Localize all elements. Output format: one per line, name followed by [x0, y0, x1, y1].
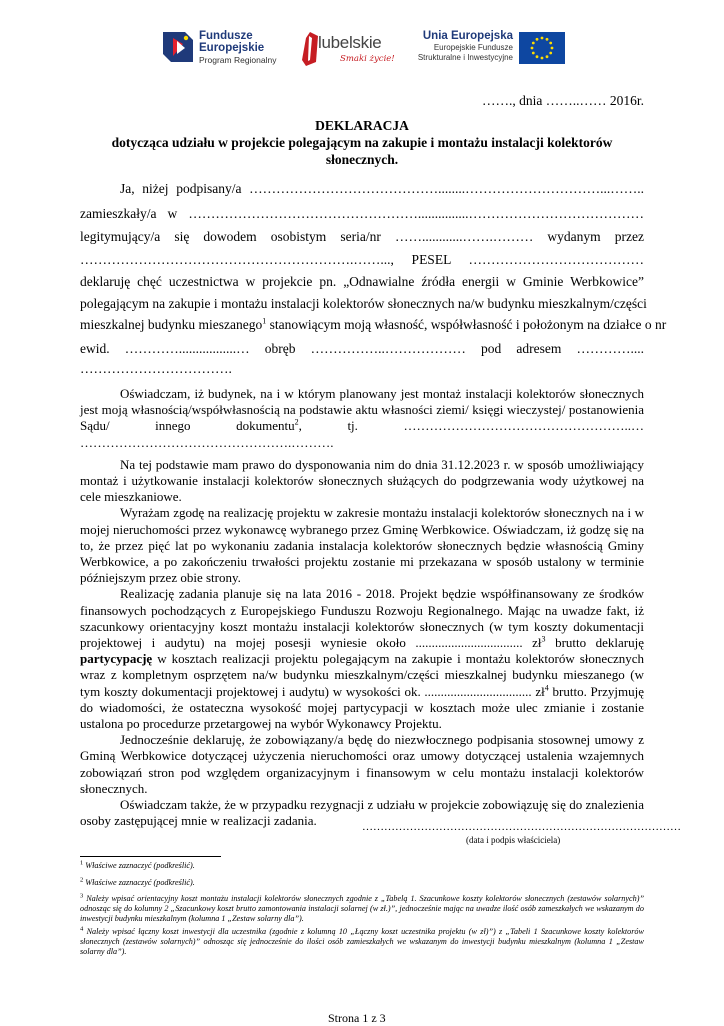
signature-dots: ……………………………………………………………………………: [362, 821, 681, 833]
fe-star-icon: [163, 32, 195, 62]
footnote-ref-2: 2: [294, 418, 299, 428]
eu-title: Unia Europejska: [422, 30, 513, 42]
para-agreement: Jednocześnie deklaruję, że zobowiązany/a będę do niezwłocznego podpisania stosownej umowy z Gminą Werbkowice dotyczącej użyczenia nieruchomości oraz umowy dotyczącej ustalenia wzajemnych zobowiązań stron pod względem organizacyjnym i finansowym w celu montażu instalacji kolektorów słonecznych.: [80, 732, 644, 796]
footnote-1-text: Właściwe zaznaczyć (podkreślić).: [85, 861, 195, 870]
footnote-3-text: Należy wpisać orientacyjny koszt montażu instalacji kolektorów słonecznych zgodnie z „Tabelą 1. Szacunkowe koszty kolektorów słonecznych (zestawów solarnych)” odnosząc się do kolumny 2 „Szacunkowy koszt brutto zamontowania instalacji solarnej (w zł.)”, jednocześnie mając na uwadze ilość osób zameszkałych we wskazanym do inwestycji budynku mieszkalnym (kolumna 1 „Zestaw solarny dla”).: [80, 894, 645, 924]
form-line-name: Ja, niżej podpisany/a ……………………………………........…………………………...……..: [120, 181, 644, 196]
para-resignation: Oświadczam także, że w przypadku rezygnacji z udziału w projekcie zobowiązuję się do znalezienia osoby zastępującej mnie w realizacji zadania.: [80, 797, 644, 829]
footnote-1: [80, 861, 644, 871]
para-funding-d: brutto. Przyjmuję do wiadomości, że ostateczna wysokość mojej partycypacji w kosztach może ulec zmianie i zostanie ustalona po procedurze przetargowej na wybór Wykonawcy Projektu.: [80, 683, 644, 732]
page-number: Strona 1 z 3: [328, 1011, 386, 1025]
para-funding-bold: partycypację: [80, 651, 153, 667]
form-line-address: zamieszkały/a w ……………………………………………...............…………………………………: [80, 206, 644, 221]
footnote-3-num: 3: [80, 892, 84, 900]
title-line1: DEKLARACJA: [315, 118, 409, 133]
footnote-divider: [80, 856, 221, 857]
footnote-4-text: Należy wpisać łączny koszt inwestycji dla uczestnika (zgodnie z kolumną 10 „Łączny koszt uczestnika projektu (w zł)”) z „Tabeli 1 Szacunkowe koszty kolektorów słonecznych (zestawów solarnych)” odnosząc się jednocześnie do ilości osób zamieszkałych we wskazanym do inwestycji budynku mieszkalnym (kolumna 1 „Zestaw solarny dla”).: [80, 927, 644, 957]
form-line-id: legitymujący/a się dowodem osobistym seria/nr ……............…….……… wydanym przez: [80, 229, 644, 244]
signature-label: (data i podpis właściciela): [466, 835, 561, 845]
para-funding-b: brutto deklaruję: [545, 635, 645, 651]
fe-line1: Fundusze: [199, 30, 253, 42]
lubelskie-slogan: Smaki życie!: [340, 54, 395, 64]
form-line-building: [80, 316, 667, 333]
form-line-building-b: stanowiącym moją własność, współwłasność i położonym na działce o nr: [269, 317, 667, 332]
para-funding-c: w kosztach realizacji projektu polegającym na zakupie i montażu kolektorów słonecznych wraz z kompletnym osprzętem na/w budynku mieszkalnym/części mieszkalnej budynku mieszanego (w tym koszty dokumentacji projektowej i audytu) w wysokości ok. ................................. zł: [80, 651, 644, 699]
footnote-2-text: Właściwe zaznaczyć (podkreślić).: [85, 878, 195, 887]
form-line-building-a: mieszkalnej budynku mieszanego: [80, 317, 263, 332]
footnote-ref-1: 1: [262, 316, 267, 326]
form-line-pesel: …………………………………………………….……..., PESEL …………………………………: [80, 252, 644, 267]
body-paragraphs: [80, 386, 644, 829]
form-line-project: polegającym na zakupie i montażu instalacji kolektorów słonecznych na/w budynku mieszkalnym/części: [80, 296, 647, 311]
footnote-2-num: 2: [80, 876, 84, 884]
para-funding-a: Realizację zadania planuje się na lata 2016 - 2018. Projekt będzie współfinansowany ze środków finansowych pochodzących z Europejskiego Funduszu Rozwoju Regionalnego. Mając na uwadze fakt, iż szacunkowy orientacyjny koszt montażu instalacji kolektorów słonecznych (w tym koszty dokumentacji projektowej i audytu) na mojej posesji wyniesie około ................................. zł: [80, 586, 644, 651]
date-line: ……., dnia ……..…… 2016r.: [482, 93, 644, 108]
form-line-parcel: ewid. ………….................… obręb ……………..……………… pod adresem …………....: [80, 341, 644, 356]
footnote-3: [80, 894, 644, 925]
footnote-1-num: 1: [80, 859, 84, 867]
document-title: [80, 117, 644, 168]
eu-flag-icon: [519, 32, 565, 64]
eu-line1: Europejskie Fundusze: [433, 43, 513, 52]
para-funding: [80, 586, 644, 732]
form-line-declare: deklaruję chęć uczestnictwa w projekcie pn. „Odnawialne źródła energii w Gminie Werbkowice”: [80, 274, 644, 289]
para-consent: Wyrażam zgodę na realizację projektu w zakresie montażu instalacji kolektorów słonecznych na i w mojej nieruchomości przez wykonawcę wybranego przez Gminę Werbkowice. Oświadczam, iż godzę się na to, że przez pięć lat po wykonaniu zadania instalacja kolektorów słonecznych będzie własnością Gminy Werbkowice, a po zakończeniu trwałości projektu zostanie mi przekazana w sposób ustalony w terminie późniejszym przez obie strony.: [80, 505, 644, 586]
fundusze-europejskie-logo: [163, 28, 277, 68]
fe-sub: Program Regionalny: [199, 55, 277, 65]
eu-line2: Strukturalne i Inwestycyjne: [417, 52, 513, 62]
lubelskie-mark-icon: [300, 32, 320, 66]
fe-line2: Europejskie: [199, 42, 265, 54]
lubelskie-text: lubelskie: [318, 33, 382, 52]
footnote-ref-3: 3: [541, 634, 546, 644]
lubelskie-logo: [300, 30, 395, 70]
form-line-address-cont: …………………………….: [80, 361, 232, 376]
para-ownership-a: Oświadczam, iż budynek, na i w którym planowany jest montaż instalacji kolektorów słonecznych jest moją własnością/współwłasnością na podstawie aktu własności ziemi/ księgi wieczystej/ postanowienia Sądu/ innego dokumentu: [80, 386, 644, 434]
footnote-4: [80, 927, 644, 958]
footnote-4-num: 4: [80, 925, 84, 933]
eu-logo: [407, 30, 567, 70]
title-line2: dotycząca udziału w projekcie polegającym na zakupie i montażu instalacji kolektorów: [111, 135, 613, 150]
para-disposal: Na tej podstawie mam prawo do dysponowania nim do dnia 31.12.2023 r. w sposób umożliwiający montaż i użytkowanie instalacji kolektorów słonecznych służących do podgrzewania wody użytkowej na cele mieszkaniowe.: [80, 456, 644, 505]
para-ownership-b: , tj. ……………………………………………..… ………………………………………….……….: [80, 418, 644, 450]
footnote-ref-4: 4: [544, 683, 549, 693]
title-line3: słonecznych.: [325, 152, 399, 167]
para-ownership: [80, 386, 644, 451]
footnote-2: [80, 878, 644, 888]
